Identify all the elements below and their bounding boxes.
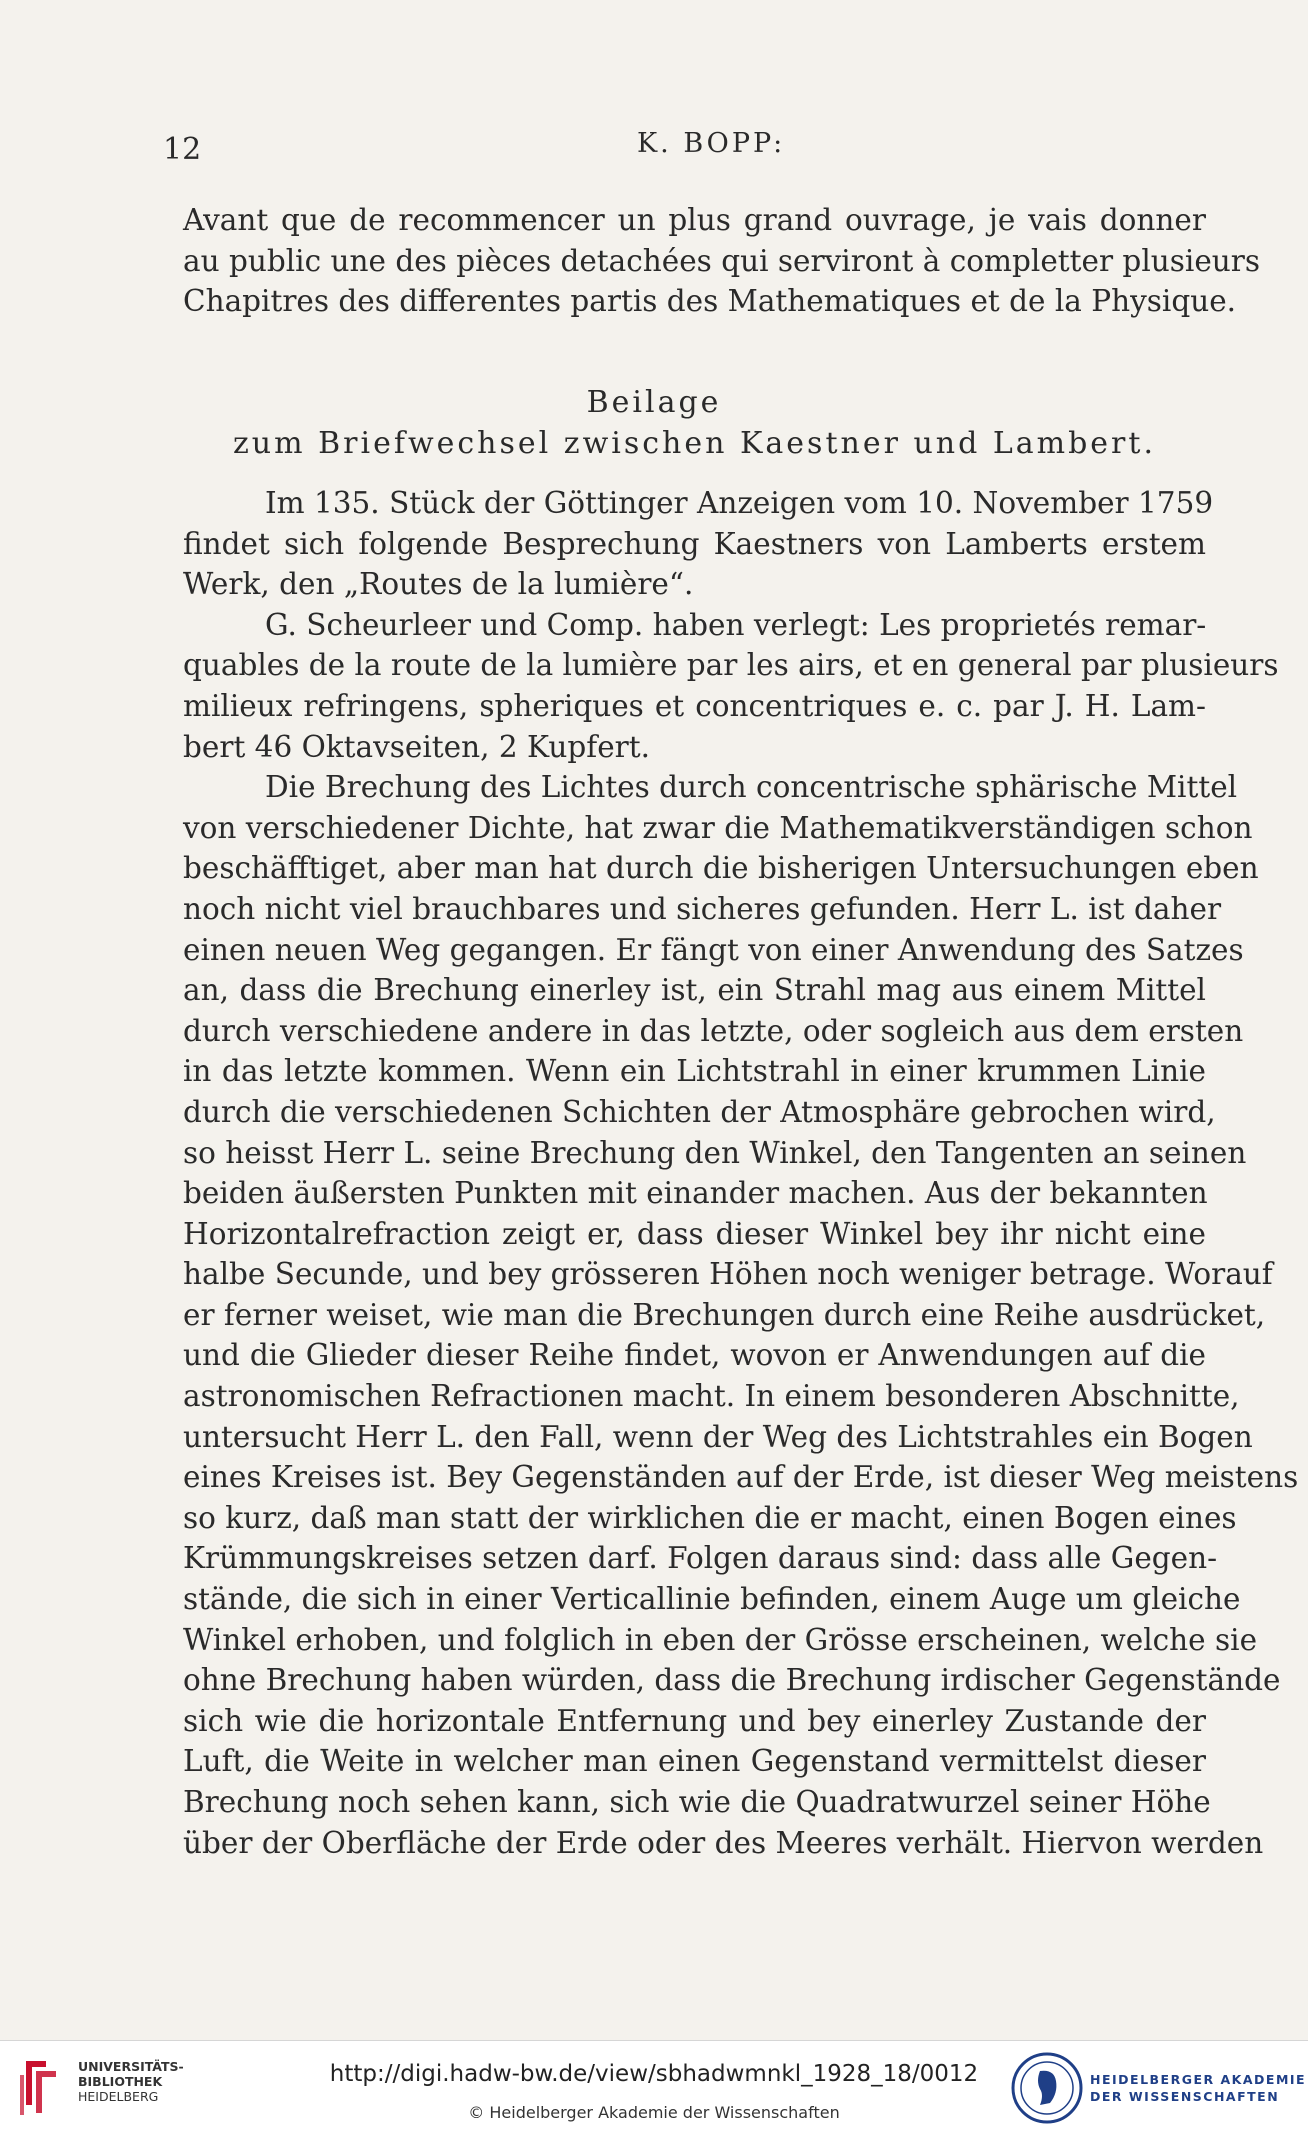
library-name: UNIVERSITÄTS- BIBLIOTHEK HEIDELBERG [78,2059,184,2104]
viewer-footer [0,2040,1308,2135]
text-line: so kurz, daß man statt der wirklichen die er macht, einen Bogen eines [183,1500,1237,1535]
text-line: Horizontalrefraction zeigt er, dass dieser Winkel bey ihr nicht eine [183,1216,1206,1251]
text-line: G. Scheurleer und Comp. haben verlegt: Les proprietés remar- [265,607,1207,642]
academy-name: HEIDELBERGER AKADEMIE DER WISSENSCHAFTEN [1090,2072,1307,2104]
text-line: findet sich folgende Besprechung Kaestners von Lamberts erstem [183,526,1206,561]
text-line: durch verschiedene andere in das letzte, oder sogleich aus dem ersten [183,1013,1244,1048]
section-heading: Beilage [586,385,722,420]
text-line: halbe Secunde, und bey grösseren Höhen noch weniger betrage. Worauf [183,1257,1273,1292]
intro-paragraph [183,200,1261,322]
text-line: au public une des pièces detachées qui serviront à completter plusieurs [183,243,1261,278]
text-line: so heisst Herr L. seine Brechung den Winkel, den Tangenten an seinen [183,1135,1247,1170]
text-line: und die Glieder dieser Reihe findet, wovon er Anwendungen auf die [183,1338,1206,1373]
text-line: Avant que de recommencer un plus grand ouvrage, je vais donner [183,203,1206,237]
text-line: untersucht Herr L. den Fall, wenn der Weg des Lichtstrahles ein Bogen [183,1419,1253,1454]
text-line: Chapitres des differentes partis des Mathematiques et de la Physique. [183,284,1237,319]
text-line: astronomischen Refractionen macht. In einem besonderen Abschnitte, [183,1379,1240,1414]
text-line: ohne Brechung haben würden, dass die Brechung irdischer Gegenstände [183,1663,1281,1698]
copyright-notice: © Heidelberger Akademie der Wissenschaften [468,2103,840,2122]
text-line: Die Brechung des Lichtes durch concentrische sphärische Mittel [265,770,1238,805]
text-line: sich wie die horizontale Entfernung und bey einerley Zustande der [183,1703,1206,1738]
text-line: Krümmungskreises setzen darf. Folgen daraus sind: dass alle Gegen- [183,1541,1218,1576]
text-line: milieux refringens, spheriques et concentriques e. c. par J. H. Lam- [183,688,1206,723]
text-line: er ferner weiset, wie man die Brechungen durch eine Reihe ausdrücket, [183,1297,1266,1332]
text-line: an, dass die Brechung einerley ist, ein Strahl mag aus einem Mittel [183,973,1206,1008]
text-line: Brechung noch sehen kann, sich wie die Quadratwurzel seiner Höhe [183,1785,1211,1819]
text-line: durch die verschiedenen Schichten der Atmosphäre gebrochen wird, [183,1094,1216,1129]
main-text [183,483,1299,1863]
text-line: über der Oberfläche der Erde oder des Meeres verhält. Hiervon werden [183,1825,1264,1860]
text-line: Winkel erhoben, und folglich in eben der Grösse erscheinen, welche sie [183,1622,1258,1657]
page-number: 12 [163,132,202,167]
text-line: beiden äußersten Punkten mit einander machen. Aus der bekannten [183,1176,1208,1211]
text-line: bert 46 Oktavseiten, 2 Kupfert. [183,729,650,764]
text-line: in das letzte kommen. Wenn ein Lichtstrahl in einer krummen Linie [183,1054,1206,1089]
text-line: von verschiedener Dichte, hat zwar die Mathematikverständigen schon [183,810,1253,845]
text-line: eines Kreises ist. Bey Gegenständen auf der Erde, ist dieser Weg meistens [183,1460,1299,1495]
permalink-url[interactable]: http://digi.hadw-bw.de/view/sbhadwmnkl_1928_18/0012 [329,2061,979,2087]
academy-seal-icon [1010,2051,1084,2129]
text-line: einen neuen Weg gegangen. Er fängt von einer Anwendung des Satzes [183,932,1244,967]
text-line: Werk, den „Routes de la lumière“. [183,567,694,602]
text-line: beschäfftiget, aber man hat durch die bisherigen Untersuchungen eben [183,851,1259,886]
text-line: noch nicht viel brauchbares und sicheres gefunden. Herr L. ist daher [183,891,1222,926]
text-line: stände, die sich in einer Verticallinie befinden, einem Auge um gleiche [183,1582,1241,1617]
running-head: K. BOPP: [637,128,786,159]
section-subheading: zum Briefwechsel zwischen Kaestner und Lambert. [233,426,1156,461]
text-line: quables de la route de la lumière par les airs, et en general par plusieurs [183,648,1279,683]
text-line: Im 135. Stück der Göttinger Anzeigen vom 10. November 1759 [265,486,1214,520]
text-line: Luft, die Weite in welcher man einen Gegenstand vermittelst dieser [183,1744,1206,1779]
